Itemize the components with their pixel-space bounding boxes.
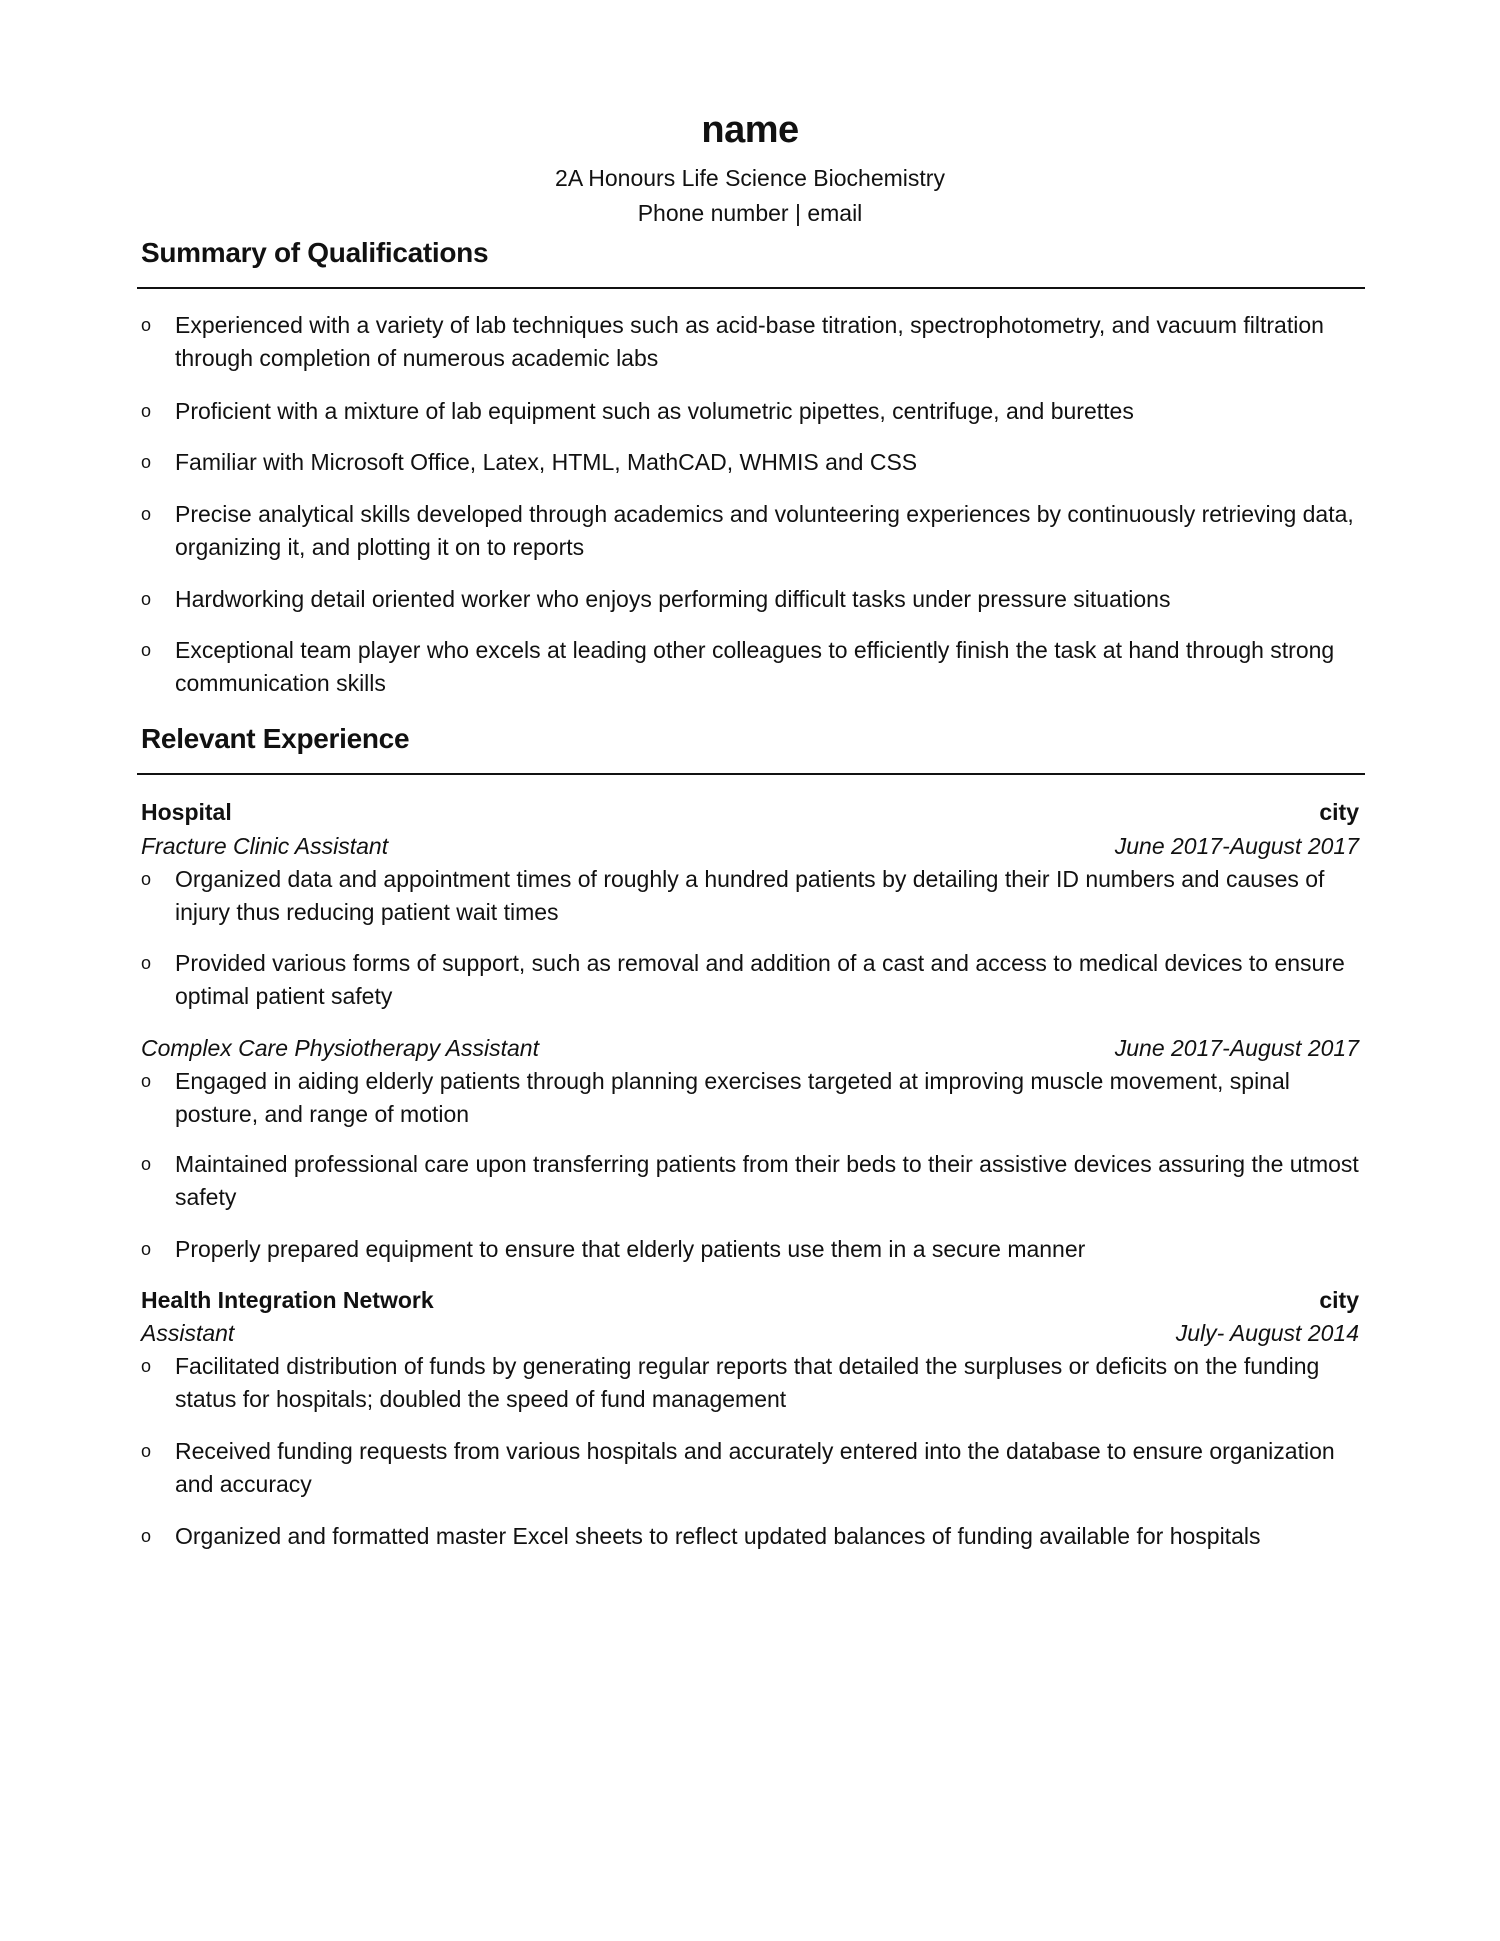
hollow-bullet-icon: o — [141, 1356, 152, 1376]
role-title: Fracture Clinic Assistant — [141, 833, 389, 859]
resume-program: 2A Honours Life Science Biochemistry — [555, 165, 945, 191]
employer-name: Health Integration Network — [141, 1287, 434, 1313]
experience-bullet-text: Organized data and appointment times of roughly a hundred patients by detailing their ID numbers and causes of injury thus reducing patient wait times — [175, 866, 1325, 925]
role-dates: June 2017-August 2017 — [1114, 1035, 1359, 1061]
hollow-bullet-icon: o — [141, 315, 152, 335]
hollow-bullet-icon: o — [141, 1239, 152, 1259]
summary-item-text: Precise analytical skills developed through academics and volunteering experiences by continuously retrieving data, organizing it, and plotting it on to reports — [175, 501, 1354, 560]
section-title-experience: Relevant Experience — [141, 723, 410, 754]
experience-bullet-text: Organized and formatted master Excel sheets to reflect updated balances of funding available for hospitals — [175, 1523, 1261, 1549]
summary-item-text: Experienced with a variety of lab techniques such as acid-base titration, spectrophotometry, and vacuum filtration through completion of numerous academic labs — [175, 312, 1324, 371]
section-divider — [137, 287, 1365, 289]
hollow-bullet-icon: o — [141, 640, 152, 660]
summary-item-text: Exceptional team player who excels at leading other colleagues to efficiently finish the task at hand through strong communication skills — [175, 637, 1335, 696]
hollow-bullet-icon: o — [141, 589, 152, 609]
experience-bullet-text: Maintained professional care upon transferring patients from their beds to their assistive devices assuring the utmost safety — [175, 1151, 1359, 1210]
employer-location: city — [1319, 1287, 1359, 1313]
experience-bullet-text: Facilitated distribution of funds by generating regular reports that detailed the surpluses or deficits on the funding status for hospitals; doubled the speed of fund management — [175, 1353, 1320, 1412]
hollow-bullet-icon: o — [141, 953, 152, 973]
hollow-bullet-icon: o — [141, 869, 152, 889]
summary-item-text: Familiar with Microsoft Office, Latex, HTML, MathCAD, WHMIS and CSS — [175, 449, 918, 475]
employer-location: city — [1319, 799, 1359, 825]
experience-bullet-text: Received funding requests from various hospitals and accurately entered into the database to ensure organization and accuracy — [175, 1438, 1335, 1497]
experience-bullet-text: Properly prepared equipment to ensure that elderly patients use them in a secure manner — [175, 1236, 1086, 1262]
summary-item-text: Proficient with a mixture of lab equipment such as volumetric pipettes, centrifuge, and burettes — [175, 398, 1134, 424]
role-dates: June 2017-August 2017 — [1114, 833, 1359, 859]
role-title: Complex Care Physiotherapy Assistant — [141, 1035, 539, 1061]
resume-name: name — [701, 109, 799, 151]
summary-item-text: Hardworking detail oriented worker who enjoys performing difficult tasks under pressure situations — [175, 586, 1171, 612]
hollow-bullet-icon: o — [141, 504, 152, 524]
hollow-bullet-icon: o — [141, 1071, 152, 1091]
employer-name: Hospital — [141, 799, 232, 825]
resume-contact: Phone number | email — [637, 200, 863, 226]
hollow-bullet-icon: o — [141, 401, 152, 421]
hollow-bullet-icon: o — [141, 452, 152, 472]
role-dates: July- August 2014 — [1175, 1320, 1359, 1346]
section-divider — [137, 773, 1365, 775]
role-title: Assistant — [141, 1320, 235, 1346]
experience-bullet-text: Engaged in aiding elderly patients through planning exercises targeted at improving muscle movement, spinal posture, and range of motion — [175, 1068, 1290, 1127]
hollow-bullet-icon: o — [141, 1154, 152, 1174]
experience-bullet-text: Provided various forms of support, such as removal and addition of a cast and access to medical devices to ensure optimal patient safety — [175, 950, 1345, 1009]
hollow-bullet-icon: o — [141, 1526, 152, 1546]
hollow-bullet-icon: o — [141, 1441, 152, 1461]
section-title-summary: Summary of Qualifications — [141, 237, 489, 268]
